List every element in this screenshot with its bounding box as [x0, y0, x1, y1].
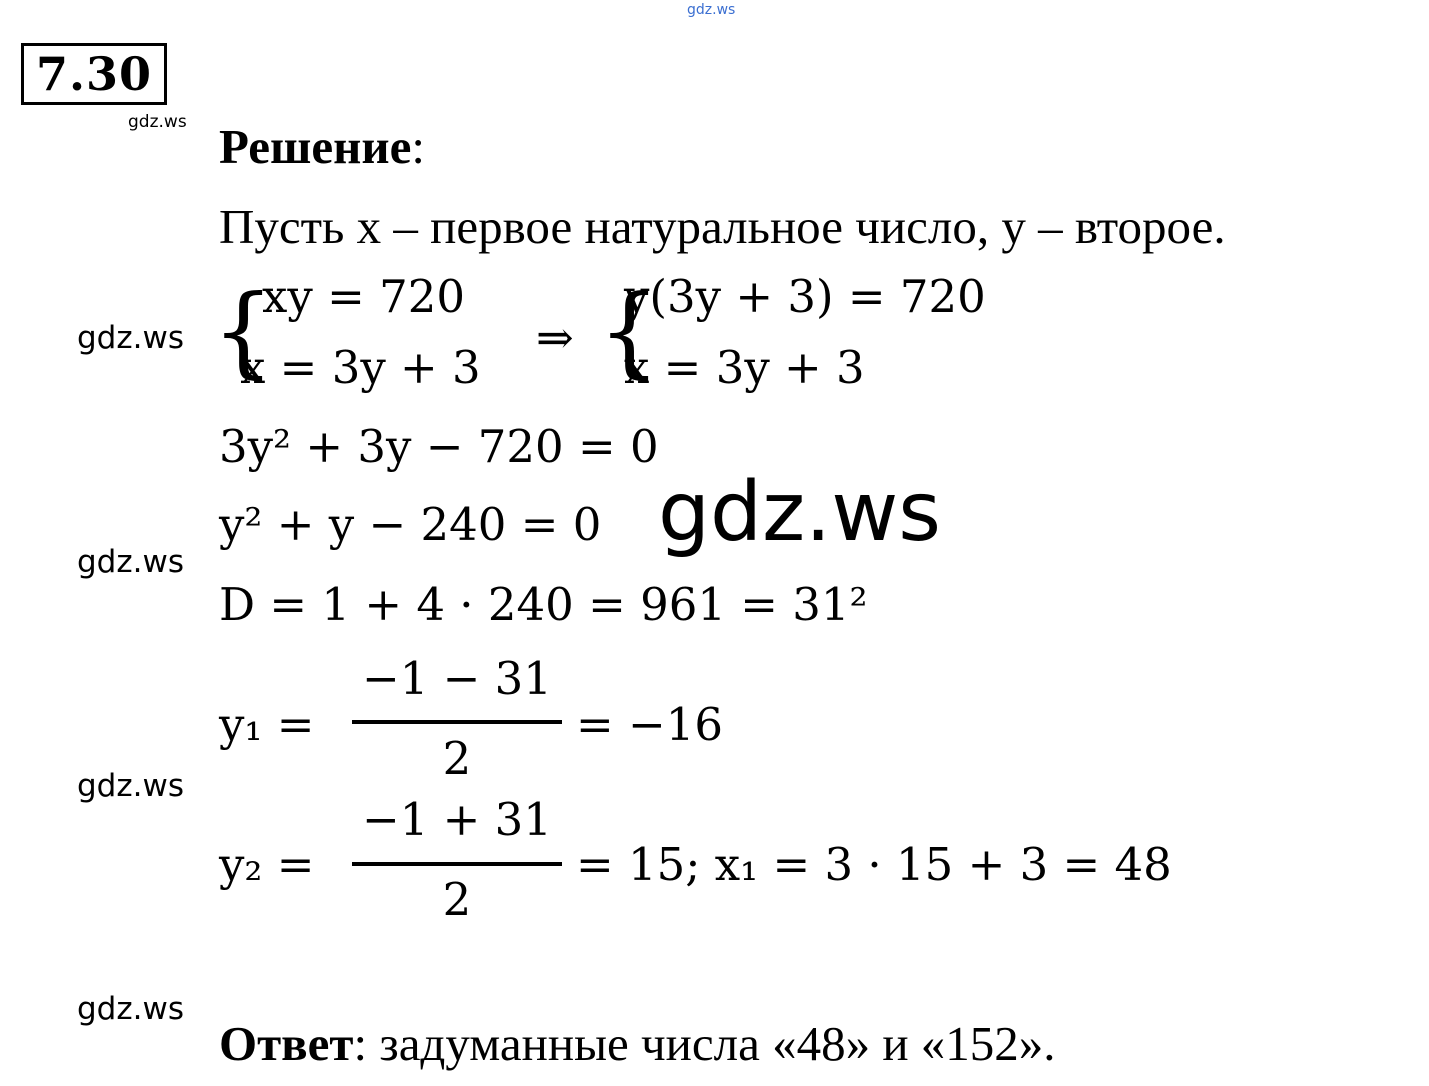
y1-result: = −16 — [576, 698, 723, 751]
y1-label: y₁ = — [219, 698, 315, 751]
answer-heading: Ответ — [219, 1016, 354, 1071]
watermark-left-1: gdz.ws — [77, 320, 184, 356]
system-2-brace: { — [598, 275, 661, 389]
watermark-small: gdz.ws — [128, 112, 187, 132]
system-1-eq-1: xy = 720 — [262, 270, 466, 323]
quadratic-equation-1: 3y² + 3y − 720 = 0 — [219, 420, 659, 473]
system-1-brace: { — [212, 275, 275, 389]
implies-arrow: ⇒ — [536, 311, 574, 364]
watermark-large: gdz.ws — [658, 465, 941, 560]
y2-numerator: −1 + 31 — [362, 793, 552, 846]
intro-text: Пусть x – первое натуральное число, y – второе. — [219, 199, 1226, 254]
answer-line — [219, 1015, 1056, 1072]
watermark-left-2: gdz.ws — [77, 544, 184, 580]
watermark-left-4: gdz.ws — [77, 991, 184, 1027]
system-2-eq-1: y(3y + 3) = 720 — [624, 270, 986, 323]
y2-denominator: 2 — [442, 873, 472, 926]
solution-heading-label: Решение — [219, 119, 412, 174]
watermark-left-3: gdz.ws — [77, 768, 184, 804]
y1-denominator: 2 — [442, 732, 472, 785]
watermark-top: gdz.ws — [687, 2, 736, 18]
y1-numerator: −1 − 31 — [362, 652, 552, 705]
system-2-eq-2: x = 3y + 3 — [624, 341, 865, 394]
discriminant-equation: D = 1 + 4 · 240 = 961 = 31² — [219, 578, 868, 631]
y1-fraction-bar — [352, 720, 562, 724]
system-1-eq-2: x = 3y + 3 — [240, 341, 481, 394]
quadratic-equation-2: y² + y − 240 = 0 — [219, 498, 602, 551]
solution-heading — [219, 118, 425, 175]
answer-text: : задуманные числа «48» и «152». — [353, 1016, 1056, 1071]
y2-result: = 15; x₁ = 3 · 15 + 3 = 48 — [576, 838, 1172, 891]
y2-label: y₂ = — [219, 838, 315, 891]
problem-number: 7.30 — [21, 43, 167, 105]
solution-heading-colon: : — [411, 119, 425, 174]
y2-fraction-bar — [352, 862, 562, 866]
